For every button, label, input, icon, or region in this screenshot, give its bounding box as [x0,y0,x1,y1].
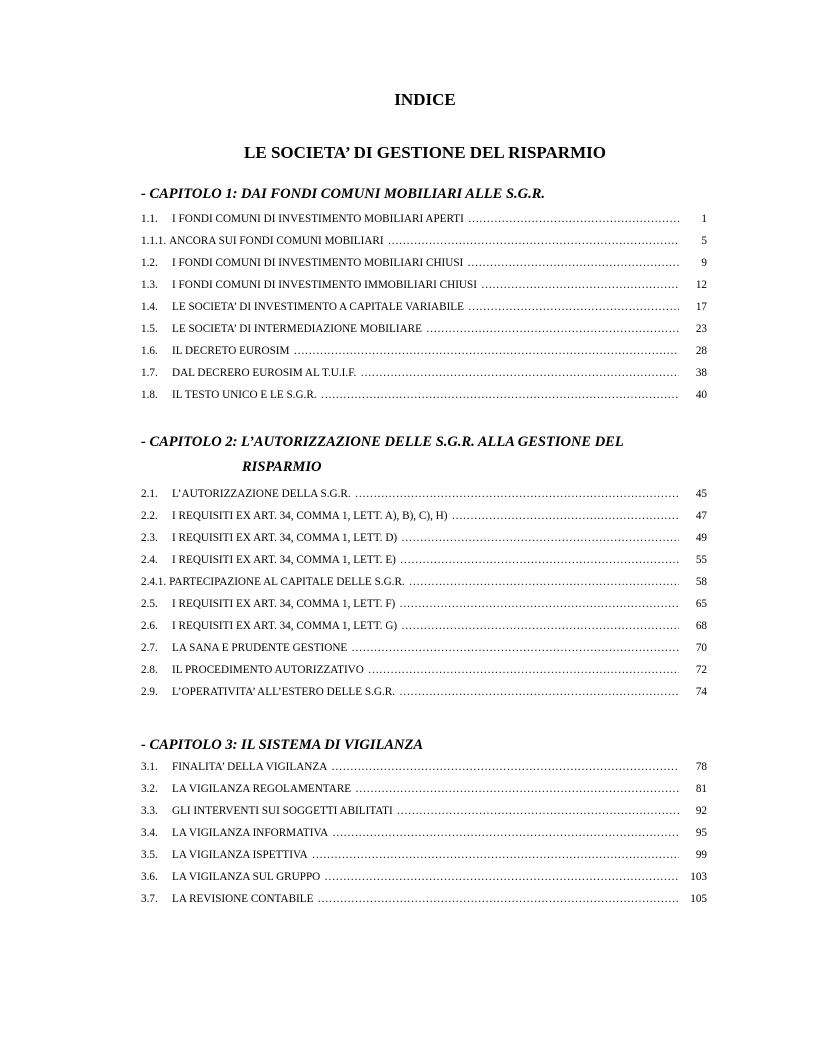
chapter-heading-text: - CAPITOLO 2: L’AUTORIZZAZIONE DELLE S.G.R. ALLA GESTIONE DEL [141,434,624,450]
toc-entry-page: 47 [695,510,707,522]
toc-entry-number: 2.2. [141,510,158,522]
toc-entry[interactable] [141,510,707,526]
toc-entry-title: I REQUISITI EX ART. 34, COMMA 1, LETT. F) [172,598,396,610]
toc-entry-title: IL PROCEDIMENTO AUTORIZZATIVO [172,664,364,676]
toc-entry[interactable] [141,805,707,821]
toc-leader-dots [312,849,679,861]
toc-entry-title: I FONDI COMUNI DI INVESTIMENTO IMMOBILIARI CHIUSI [172,279,477,291]
toc-entry-number: 3.1. [141,761,158,773]
toc-leader-dots [426,323,679,335]
toc-entry[interactable] [141,827,707,843]
toc-entry-number: 1.8. [141,389,158,401]
toc-leader-dots [355,488,679,500]
toc-entry-number: 2.8. [141,664,158,676]
toc-entry-title: FINALITA’ DELLA VIGILANZA [172,761,328,773]
toc-entry[interactable] [141,213,707,229]
toc-entry[interactable] [141,532,707,548]
toc-entry-page: 65 [695,598,707,610]
toc-entry[interactable] [141,598,707,614]
toc-entry-number: 2.1. [141,488,158,500]
toc-leader-dots [451,510,679,522]
toc-entry-page: 49 [695,532,707,544]
chapter-heading [141,737,721,754]
toc-leader-dots [332,827,679,839]
toc-entry-number: 3.7. [141,893,158,905]
toc-entry-page: 68 [695,620,707,632]
toc-entry-title: I FONDI COMUNI DI INVESTIMENTO MOBILIARI CHIUSI [172,257,464,269]
toc-entry-title: LE SOCIETA’ DI INVESTIMENTO A CAPITALE VARIABILE [172,301,464,313]
toc-entry-title: LA SANA E PRUDENTE GESTIONE [172,642,348,654]
toc-entry-title: LE SOCIETA’ DI INTERMEDIAZIONE MOBILIARE [172,323,422,335]
toc-leader-dots [468,213,679,225]
toc-entry-title: LA VIGILANZA INFORMATIVA [172,827,329,839]
toc-entry-title: I FONDI COMUNI DI INVESTIMENTO MOBILIARI APERTI [172,213,464,225]
toc-leader-dots [293,345,679,357]
toc-entry-page: 58 [695,576,707,588]
toc-entry[interactable] [141,488,707,504]
toc-entry[interactable] [141,576,707,592]
toc-entry[interactable] [141,235,707,251]
toc-entry-number: 1.2. [141,257,158,269]
main-title: LE SOCIETA’ DI GESTIONE DEL RISPARMIO [244,143,606,162]
toc-entry-page: 5 [701,235,707,247]
toc-entry[interactable] [141,783,707,799]
toc-leader-dots [399,686,679,698]
toc-entry-title: DAL DECRERO EUROSIM AL T.U.I.F. [172,367,357,379]
toc-entry-title: PARTECIPAZIONE AL CAPITALE DELLE S.G.R. [169,576,405,588]
toc-entry-number: 3.2. [141,783,158,795]
toc-entry[interactable] [141,664,707,680]
toc-entry-title: I REQUISITI EX ART. 34, COMMA 1, LETT. A), B), C), H) [172,510,448,522]
toc-entry-title: GLI INTERVENTI SUI SOGGETTI ABILITATI [172,805,393,817]
toc-entry-number: 2.4. [141,554,158,566]
toc-leader-dots [368,664,679,676]
toc-entry[interactable] [141,367,707,383]
toc-entry-page: 70 [695,642,707,654]
toc-entry[interactable] [141,620,707,636]
toc-entry[interactable] [141,893,707,909]
toc-entry-page: 38 [695,367,707,379]
toc-entry-number: 3.6. [141,871,158,883]
toc-entry-page: 95 [695,827,707,839]
toc-entry-page: 74 [695,686,707,698]
toc-leader-dots [409,576,679,588]
toc-entry-title: I REQUISITI EX ART. 34, COMMA 1, LETT. D) [172,532,398,544]
toc-entry-number: 1.1. [141,213,158,225]
toc-entry[interactable] [141,642,707,658]
chapter-heading-text: - CAPITOLO 3: IL SISTEMA DI VIGILANZA [141,737,423,753]
toc-leader-dots [467,257,679,269]
toc-entry-page: 55 [695,554,707,566]
toc-entry[interactable] [141,871,707,887]
toc-leader-dots [317,893,679,905]
toc-entry[interactable] [141,279,707,295]
toc-entry-title: I REQUISITI EX ART. 34, COMMA 1, LETT. G) [172,620,398,632]
toc-entry-number: 1.1.1. [141,235,167,247]
chapter-heading-continuation: RISPARMIO [242,459,322,475]
toc-entry-number: 1.5. [141,323,158,335]
toc-entry-title: L’AUTORIZZAZIONE DELLA S.G.R. [172,488,351,500]
toc-entry-title: LA VIGILANZA ISPETTIVA [172,849,308,861]
toc-entry[interactable] [141,849,707,865]
toc-entry-page: 92 [695,805,707,817]
toc-entry-number: 2.3. [141,532,158,544]
toc-leader-dots [351,642,679,654]
toc-entry[interactable] [141,554,707,570]
toc-entry-title: L’OPERATIVITA’ ALL’ESTERO DELLE S.G.R. [172,686,396,698]
toc-entry-page: 103 [690,871,707,883]
toc-entry-page: 9 [701,257,707,269]
toc-leader-dots [355,783,679,795]
toc-entry-page: 105 [690,893,707,905]
toc-entry-number: 3.3. [141,805,158,817]
toc-entry-page: 99 [695,849,707,861]
toc-entry-page: 81 [695,783,707,795]
toc-entry[interactable] [141,761,707,777]
toc-leader-dots [331,761,679,773]
toc-entry[interactable] [141,345,707,361]
toc-entry-title: LA VIGILANZA REGOLAMENTARE [172,783,352,795]
toc-leader-dots [399,598,679,610]
toc-entry-title: LA VIGILANZA SUL GRUPPO [172,871,321,883]
toc-leader-dots [321,389,679,401]
toc-leader-dots [400,554,679,566]
toc-entry-number: 3.5. [141,849,158,861]
toc-entry-number: 2.4.1. [141,576,167,588]
toc-leader-dots [401,620,679,632]
toc-entry-page: 72 [695,664,707,676]
toc-entry-page: 23 [695,323,707,335]
toc-leader-dots [324,871,679,883]
chapter-heading [141,186,721,203]
toc-entry-number: 3.4. [141,827,158,839]
toc-entry-number: 2.7. [141,642,158,654]
toc-leader-dots [388,235,679,247]
toc-leader-dots [397,805,679,817]
toc-leader-dots [468,301,679,313]
toc-entry[interactable] [141,686,707,702]
toc-entry-number: 2.9. [141,686,158,698]
toc-entry-title: IL TESTO UNICO E LE S.G.R. [172,389,317,401]
toc-entry-page: 78 [695,761,707,773]
toc-leader-dots [360,367,679,379]
toc-entry-number: 1.7. [141,367,158,379]
toc-entry-page: 45 [695,488,707,500]
toc-entry-number: 1.4. [141,301,158,313]
toc-entry[interactable] [141,389,707,405]
toc-entry[interactable] [141,323,707,339]
toc-entry-number: 2.5. [141,598,158,610]
toc-entry-number: 1.3. [141,279,158,291]
toc-entry-title: ANCORA SUI FONDI COMUNI MOBILIARI [169,235,384,247]
toc-entry-page: 40 [695,389,707,401]
toc-leader-dots [481,279,679,291]
toc-entry-page: 17 [695,301,707,313]
toc-entry-number: 2.6. [141,620,158,632]
toc-entry-title: I REQUISITI EX ART. 34, COMMA 1, LETT. E) [172,554,396,566]
chapter-heading [141,434,721,476]
toc-entry-title: LA REVISIONE CONTABILE [172,893,314,905]
toc-entry[interactable] [141,257,707,273]
toc-entry[interactable] [141,301,707,317]
toc-entry-title: IL DECRETO EUROSIM [172,345,290,357]
index-title: INDICE [394,90,456,109]
toc-entry-page: 1 [701,213,707,225]
chapter-heading-text: - CAPITOLO 1: DAI FONDI COMUNI MOBILIARI ALLE S.G.R. [141,186,546,202]
toc-entry-page: 12 [695,279,707,291]
toc-entry-number: 1.6. [141,345,158,357]
toc-leader-dots [401,532,679,544]
toc-entry-page: 28 [695,345,707,357]
